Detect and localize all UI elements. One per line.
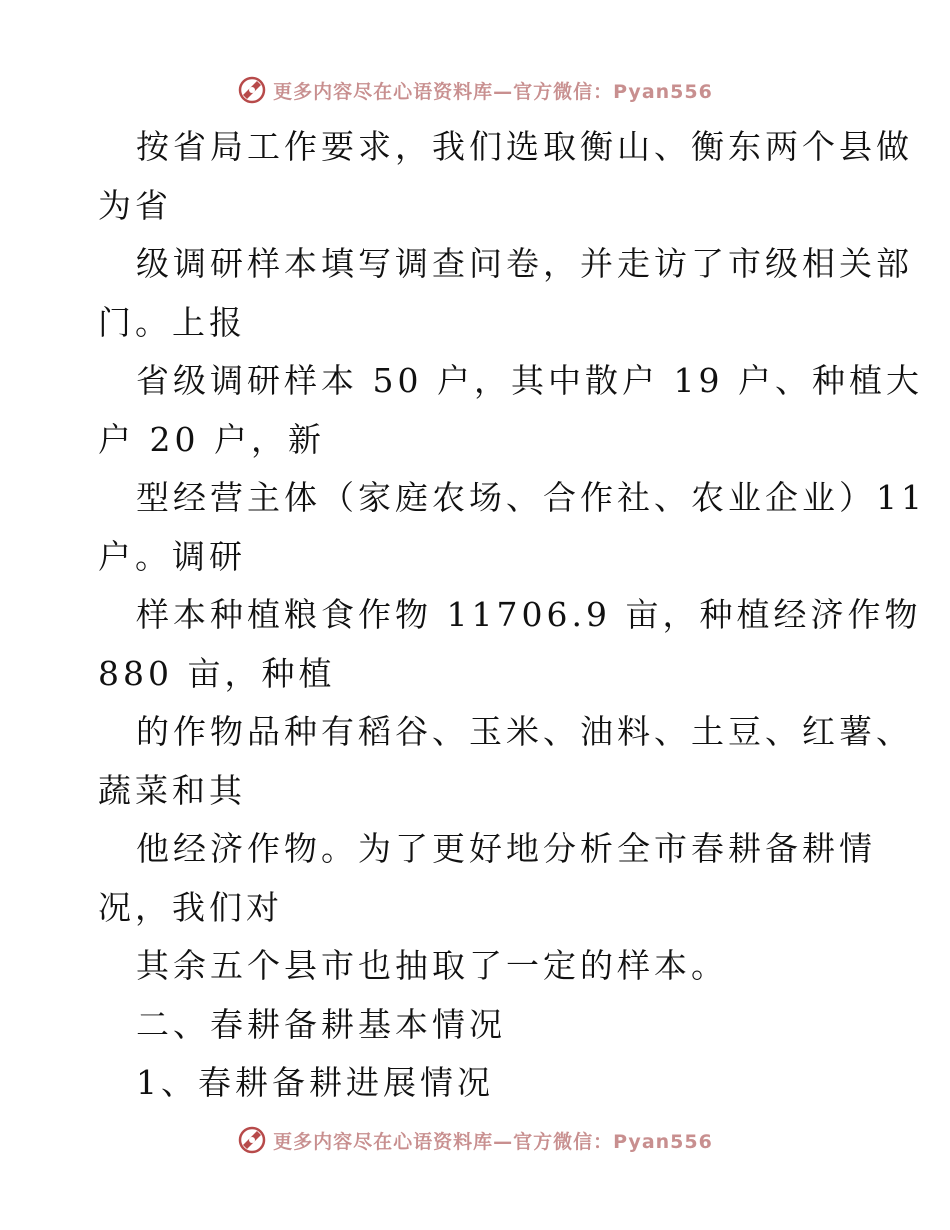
text-line: 他经济作物。为了更好地分析全市春耕备耕情	[136, 829, 876, 868]
text-line: 的作物品种有稻谷、玉米、油料、土豆、红薯、	[136, 712, 913, 751]
text-line: 户 20 户，新	[98, 419, 325, 459]
document-body	[98, 118, 926, 1113]
text-line: 级调研样本填写调查问卷，并走访了市级相关部	[136, 244, 913, 283]
text-line: 蔬菜和其	[98, 770, 246, 810]
text-line: 按省局工作要求，我们选取衡山、衡东两个县做	[136, 127, 913, 166]
text-line: 型经营主体（家庭农场、合作社、农业企业）11	[136, 478, 926, 517]
text-line: 门。上报	[98, 302, 246, 342]
footer-watermark	[0, 1120, 950, 1160]
text-line: 880 亩，种植	[98, 653, 336, 693]
watermark-text: 更多内容尽在心语资料库—官方微信：Pyan556	[273, 1130, 713, 1153]
text-line: 省级调研样本 50 户，其中散户 19 户、种植大	[136, 361, 923, 400]
text-line: 样本种植粮食作物 11706.9 亩，种植经济作物	[136, 595, 922, 634]
text-line: 为省	[98, 185, 172, 225]
watermark-logo-icon	[237, 1125, 267, 1155]
header-watermark	[0, 70, 950, 110]
watermark-logo-icon	[237, 75, 267, 105]
text-line: 1、春耕备耕进展情况	[136, 1063, 494, 1102]
text-line: 户。调研	[98, 536, 246, 576]
text-line: 况，我们对	[98, 887, 283, 927]
watermark-text: 更多内容尽在心语资料库—官方微信：Pyan556	[273, 80, 713, 103]
text-line: 其余五个县市也抽取了一定的样本。	[136, 946, 728, 985]
text-line: 二、春耕备耕基本情况	[136, 1004, 506, 1044]
